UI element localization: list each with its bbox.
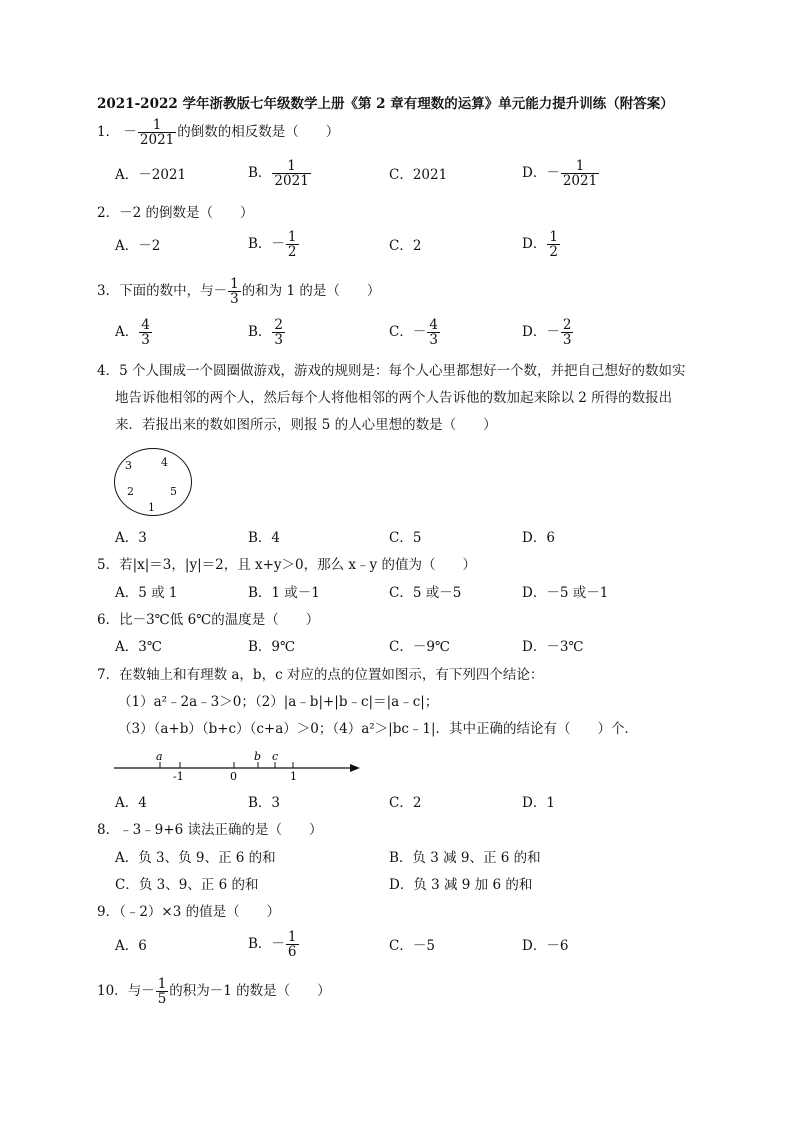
option-c: C．2	[389, 795, 422, 811]
label-a: a	[156, 750, 163, 763]
question-8: 8．﹣3﹣9+6 读法正确的是（ ）	[97, 822, 323, 838]
circle-number: 2	[127, 485, 134, 498]
option-d: D． $\frac{1}{2}$	[522, 229, 558, 261]
option-d: D．－ $\frac{2}{3}$	[522, 317, 572, 349]
fraction: $\frac{1}{2021}$	[139, 117, 175, 149]
label-b: b	[254, 750, 262, 763]
question-6: 6．比－3℃低 6℃的温度是（ ）	[97, 612, 320, 628]
option-a: A．－2021	[115, 167, 187, 183]
label-c: c	[272, 750, 279, 763]
option-c: C．2021	[389, 167, 448, 183]
option-b: B．负 3 减 9、正 6 的和	[389, 850, 541, 866]
label-0: 0	[230, 770, 237, 783]
option-b: B．－ $\frac{1}{2}$	[248, 229, 297, 261]
option-d: D．－ $\frac{1}{2021}$	[522, 158, 598, 190]
option-c: C．－9℃	[389, 639, 451, 655]
circle-number: 4	[161, 456, 168, 469]
option-a: A．负 3、负 9、正 6 的和	[115, 850, 276, 866]
question-1	[97, 118, 339, 147]
option-a: A．－2	[115, 238, 161, 254]
option-a: A．5 或 1	[115, 585, 178, 601]
option-c: C．负 3、9、正 6 的和	[115, 877, 259, 893]
option-d: D．－6	[522, 938, 569, 954]
option-c: C．－5	[389, 938, 435, 954]
label-minus-1: -1	[173, 770, 184, 783]
page-title: 2021-2022 学年浙教版七年级数学上册《第 2 章有理数的运算》单元能力提升训练（附答案）	[97, 96, 674, 112]
question-10: 10．与－ $\frac{1}{5}$ 的积为－1 的数是（ ）	[97, 976, 331, 1008]
question-2: 2．－2 的倒数是（ ）	[97, 205, 254, 221]
option-b: B．－ $\frac{1}{6}$	[248, 929, 297, 961]
question-3: 3．下面的数中，与－ $\frac{1}{3}$ 的和为 1 的是（ ）	[97, 276, 381, 308]
option-b: B． $\frac{1}{2021}$	[248, 158, 309, 190]
option-c: C．5	[389, 530, 422, 546]
option-c: C．－ $\frac{4}{3}$	[389, 317, 438, 349]
option-a: A．3℃	[115, 639, 162, 655]
option-b: B． $\frac{2}{3}$	[248, 317, 284, 349]
arrow-head-icon	[350, 764, 360, 772]
question-text: 的倒数的相反数是（ ）	[177, 124, 340, 141]
option-b: B．9℃	[248, 639, 296, 655]
question-4-line-3: 来．若报出来的数如图所示，则报 5 的人心里想的数是（ ）	[115, 417, 497, 433]
option-d: D．－3℃	[522, 639, 584, 655]
question-4-line-2: 地告诉他相邻的两个人，然后每个人将他相邻的两个人告诉他的数加起来除以 2 所得的数报出	[115, 390, 673, 406]
option-a: A．3	[115, 530, 147, 546]
question-7-statements-2: （3）（a+b）（b+c）（c+a）＞0；（4）a²＞|bc﹣1|．其中正确的结论有（ ）个．	[118, 721, 639, 737]
option-c: C．2	[389, 238, 422, 254]
option-d: D．1	[522, 795, 555, 811]
number-line-figure	[110, 748, 370, 784]
label-1: 1	[290, 770, 297, 783]
option-a: A．6	[115, 938, 147, 954]
option-b: B．4	[248, 530, 281, 546]
question-9: 9．（﹣2）×3 的值是（ ）	[97, 904, 281, 920]
question-7-statements-1: （1）a²﹣2a﹣3＞0；（2）|a﹣b|+|b﹣c|＝|a﹣c|；	[118, 694, 439, 710]
question-4: 4．5 个人围成一个圆圈做游戏，游戏的规则是：每个人心里都想好一个数，并把自己想好的数如实	[97, 363, 686, 379]
minus-sign: －	[123, 124, 137, 141]
option-d: D．负 3 减 9 加 6 的和	[389, 877, 533, 893]
option-c: C．5 或－5	[389, 585, 462, 601]
question-number: 1．	[97, 124, 120, 141]
circle-number: 5	[170, 485, 177, 498]
circle-number: 1	[148, 501, 155, 514]
option-d: D．6	[522, 530, 555, 546]
circle-number: 3	[125, 459, 132, 472]
number-circle-figure	[114, 448, 192, 516]
option-b: B．3	[248, 795, 281, 811]
question-7: 7．在数轴上和有理数 a，b，c 对应的点的位置如图示，有下列四个结论：	[97, 667, 544, 683]
option-b: B．1 或－1	[248, 585, 320, 601]
question-5: 5．若|x|＝3，|y|＝2，且 x+y＞0，那么 x﹣y 的值为（ ）	[97, 557, 476, 573]
option-a: A． $\frac{4}{3}$	[115, 317, 150, 349]
option-a: A．4	[115, 795, 147, 811]
option-d: D．－5 或－1	[522, 585, 609, 601]
